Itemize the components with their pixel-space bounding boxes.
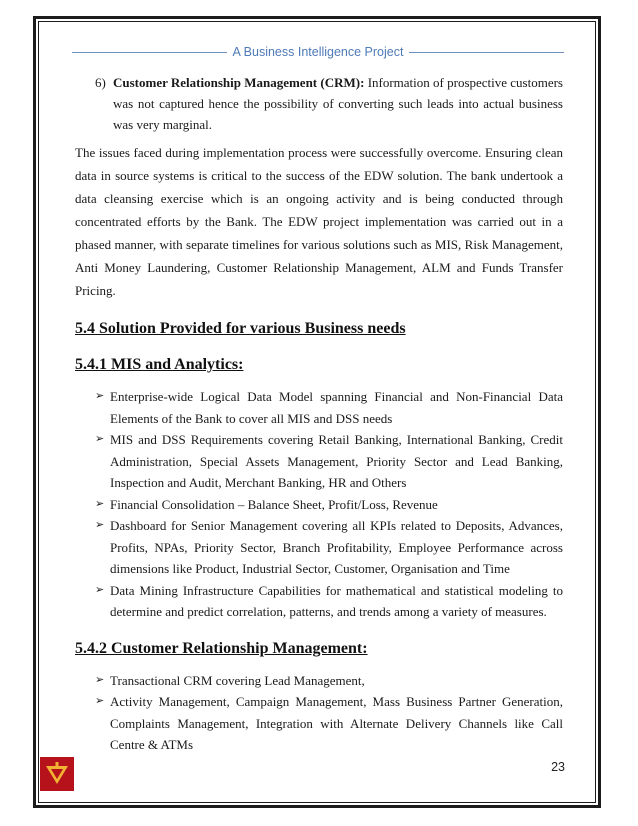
arrow-bullet-icon: ➢	[95, 673, 105, 686]
list-item	[95, 670, 563, 692]
item-text	[113, 72, 563, 135]
numbered-item-6	[95, 72, 563, 135]
arrow-bullet-icon: ➢	[95, 583, 105, 596]
item-body: Information of prospective customers was not captured hence the possibility of converting such leads into actual business was very marginal.	[113, 75, 563, 132]
bullet-text: Financial Consolidation – Balance Sheet, Profit/Loss, Revenue	[110, 496, 438, 512]
page-header	[72, 42, 564, 62]
body-paragraph: The issues faced during implementation process were successfully overcome. Ensuring clean data in source systems is critical to the success of the EDW solution. The bank undertook a data cleansing exercise which is an ongoing activity and is being conducted through concentrated efforts by the Bank. The EDW project implementation was carried out in a phased manner, with separate timelines for various solutions such as MIS, Risk Management, Anti Money Laundering, Customer Relationship Management, ALM and Funds Transfer Pricing.	[75, 145, 563, 298]
arrow-bullet-icon: ➢	[95, 497, 105, 510]
bullet-text: Transactional CRM covering Lead Management,	[110, 672, 365, 688]
page-number: 23	[551, 760, 565, 774]
list-item	[95, 494, 563, 516]
crm-bullet-list	[75, 670, 563, 756]
item-number: 6)	[95, 75, 106, 90]
header-title: A Business Intelligence Project	[232, 45, 404, 59]
section-heading-5-4-2: 5.4.2 Customer Relationship Management:	[75, 639, 368, 657]
bullet-text: Dashboard for Senior Management covering all KPIs related to Deposits, Advances, Profits, NPAs, Priority Sector, Branch Profitability, Employee Performance across dimensions like Product, Industrial Sector, Customer, Organisation and Time	[110, 518, 563, 576]
list-item	[95, 515, 563, 580]
arrow-bullet-icon: ➢	[95, 390, 105, 402]
bullet-text: Data Mining Infrastructure Capabilities for mathematical and statistical modeling to determine and predict correlation, patterns, and trends among a variety of measures.	[110, 582, 563, 619]
list-item	[95, 386, 563, 429]
page-content	[75, 72, 563, 756]
bullet-text: MIS and DSS Requirements covering Retail Banking, International Banking, Credit Administration, Special Assets Management, Priority Sector and Lead Banking, Inspection and Audit, Merchant Banking, HR and Others	[110, 432, 563, 490]
arrow-bullet-icon: ➢	[95, 519, 105, 531]
bank-logo-icon	[40, 757, 74, 791]
section-heading-5-4: 5.4 Solution Provided for various Business needs	[75, 320, 406, 337]
header-rule-right	[409, 52, 564, 53]
header-rule-left	[72, 52, 227, 53]
item-heading: Customer Relationship Management (CRM):	[113, 75, 365, 90]
bullet-text: Activity Management, Campaign Management, Mass Business Partner Generation, Complaints Management, Integration with Alternate Delivery Channels like Call Centre & ATMs	[110, 694, 563, 752]
list-item	[95, 429, 563, 494]
arrow-bullet-icon: ➢	[95, 433, 105, 445]
list-item	[95, 691, 563, 756]
section-heading-5-4-1: 5.4.1 MIS and Analytics:	[75, 356, 244, 373]
bullet-text: Enterprise-wide Logical Data Model spanning Financial and Non-Financial Data Elements of the Bank to cover all MIS and DSS needs	[110, 389, 563, 426]
mis-bullet-list	[75, 386, 563, 623]
arrow-bullet-icon: ➢	[95, 695, 105, 707]
list-item	[95, 580, 563, 623]
